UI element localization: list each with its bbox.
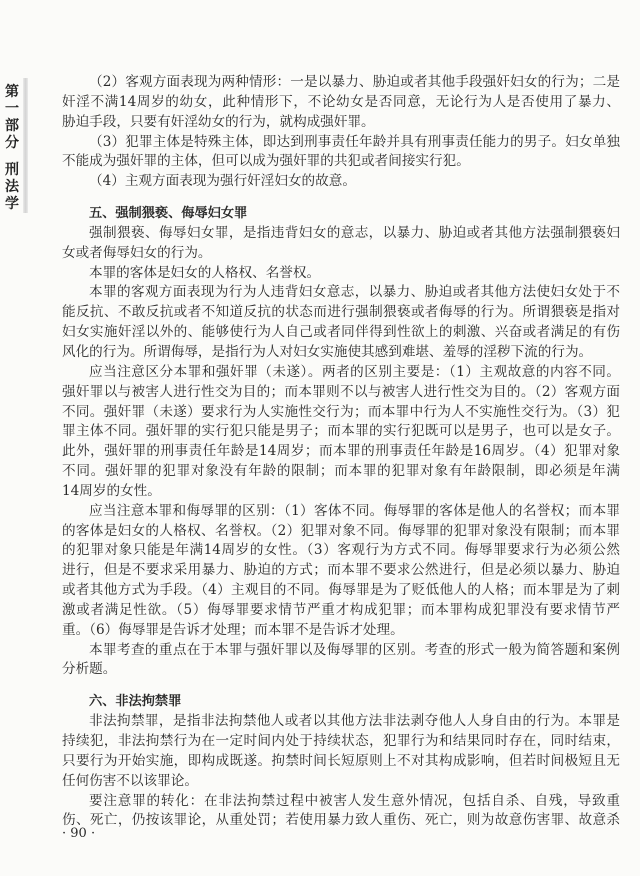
text-line: 要注意罪的转化：在非法拘禁过程中被害人发生意外情况，包括自杀、自残，导致重 xyxy=(89,792,620,809)
text-line: 持续犯，非法拘禁行为在一定时间内处于持续状态，犯罪行为和结果同时存在，同时结束， xyxy=(62,733,620,749)
paragraph xyxy=(62,502,620,641)
text-line: 胁迫手段，只要有奸淫幼女的行为，就构成强奸罪。 xyxy=(62,113,375,130)
page-body xyxy=(62,73,620,831)
text-line: 本罪的客观方面表现为行为人违背妇女意志，以暴力、胁迫或者其他方法使妇女处于不 xyxy=(89,284,620,301)
text-line: 的客体是妇女的人格权、名誉权。（2）犯罪对象不同。侮辱罪的犯罪对象没有限制；而本罪 xyxy=(62,522,620,539)
page-number: · 90 · xyxy=(62,826,96,841)
text-line: 强制猥亵、侮辱妇女罪，是指违背妇女的意志，以暴力、胁迫或者其他方法强制猥亵妇 xyxy=(89,224,620,241)
text-line: （3）犯罪主体是特殊主体，即达到刑事责任年龄并具有刑事责任能力的男子。妇女单独 xyxy=(89,133,620,150)
text-line: （2）客观方面表现为两种情形：一是以暴力、胁迫或者其他手段强奸妇女的行为；二是 xyxy=(89,74,620,90)
text-line: 重。（6）侮辱罪是告诉才处理；而本罪不是告诉才处理。 xyxy=(62,621,404,638)
text-line: 奸淫不满14周岁的幼女，此种情形下，不论幼女是否同意，无论行为人是否使用了暴力、 xyxy=(62,93,620,110)
text-line: 不同。强奸罪（未遂）要求行为人实施性交行为；而本罪中行为人不实施性交行为。（3）犯 xyxy=(62,403,620,420)
text-line: 不能成为强奸罪的主体，但可以成为强奸罪的共犯或者间接实行犯。 xyxy=(62,153,470,170)
text-line: 分析题。 xyxy=(62,661,117,678)
sidebar-rule xyxy=(23,78,28,213)
text-line: 或者其他方式为手段。（4）主观目的不同。侮辱罪是为了贬低他人的人格；而本罪是为了刺 xyxy=(62,582,620,599)
text-line: 的犯罪对象只能是年满14周岁的女性。（3）客观行为方式不同。侮辱罪要求行为必须公然 xyxy=(62,542,620,559)
text-line: 女或者侮辱妇女的行为。 xyxy=(62,244,212,261)
text-line: 强奸罪以与被害人进行性交为目的；而本罪则不以与被害人进行性交为目的。（2）客观方面 xyxy=(62,383,620,400)
text-line: 任何伤害不以该罪论。 xyxy=(62,772,198,789)
text-line: 只要行为开始实施，即构成既遂。拘禁时间长短原则上不对其构成影响，但若时间极短且无 xyxy=(62,752,620,769)
section-heading xyxy=(62,692,620,712)
side-tab xyxy=(4,84,22,213)
text-line: 本罪考查的重点在于本罪与强奸罪以及侮辱罪的区别。考查的形式一般为简答题和案例 xyxy=(89,641,620,658)
text-line: 应当注意区分本罪和强奸罪（未遂）。两者的区别主要是：（1）主观故意的内容不同。 xyxy=(89,363,620,380)
text-line: 进行，但是不要求采用暴力、胁迫的方式；而本罪不要求公然进行，但是必须以暴力、胁迫 xyxy=(62,562,620,579)
text-line: 伤、死亡，仍按该罪论，从重处罚；若使用暴力致人重伤、死亡，则为故意伤害罪、故意杀 xyxy=(62,812,620,829)
paragraph xyxy=(62,641,620,681)
section-heading xyxy=(62,204,620,224)
paragraph xyxy=(62,264,620,284)
paragraph xyxy=(62,792,620,832)
text-line: 激或者满足性欲。（5）侮辱罪要求情节严重才构成犯罪；而本罪构成犯罪没有要求情节严 xyxy=(62,601,620,618)
text-line: 非法拘禁罪，是指非法拘禁他人或者以其他方法非法剥夺他人人身自由的行为。本罪是 xyxy=(89,713,620,730)
text-line: 此外，强奸罪的刑事责任年龄是14周岁；而本罪的刑事责任年龄是16周岁。（4）犯罪对象 xyxy=(62,443,620,460)
paragraph xyxy=(62,224,620,264)
text-line: 五、强制猥亵、侮辱妇女罪 xyxy=(89,206,248,222)
paragraph xyxy=(62,172,620,192)
text-line: 妇女实施奸淫以外的、能够使行为人自己或者同伴得到性欲上的刺激、兴奋或者满足的有伤 xyxy=(62,324,620,341)
paragraph xyxy=(62,712,620,791)
part-label: 第一部分 xyxy=(5,84,19,151)
text-line: （4）主观方面表现为强行奸淫妇女的故意。 xyxy=(89,173,356,190)
text-line: 风化的行为。所谓侮辱，是指行为人对妇女实施使其感到难堪、羞辱的淫秽下流的行为。 xyxy=(62,343,593,360)
text-line: 不同。强奸罪的犯罪对象没有年龄的限制；而本罪的犯罪对象有年龄限制，即必须是年满 xyxy=(62,463,620,480)
paragraph xyxy=(62,363,620,502)
paragraph xyxy=(62,133,620,173)
paragraph xyxy=(62,73,620,133)
text-line: 本罪的客体是妇女的人格权、名誉权。 xyxy=(89,264,321,281)
paragraph xyxy=(62,283,620,362)
text-line: 罪主体不同。强奸罪的实行犯只能是男子；而本罪的实行犯既可以是男子，也可以是女子。 xyxy=(62,423,620,440)
text-line: 14周岁的女性。 xyxy=(62,482,161,499)
text-line: 应当注意本罪和侮辱罪的区别：（1）客体不同。侮辱罪的客体是他人的名誉权；而本罪 xyxy=(89,502,620,519)
subject-label: 刑法学 xyxy=(5,162,19,212)
text-line: 六、非法拘禁罪 xyxy=(89,694,182,710)
text-line: 能反抗、不敢反抗或者不知道反抗的状态而进行强制猥亵或者侮辱的行为。所谓猥亵是指对 xyxy=(62,304,620,321)
